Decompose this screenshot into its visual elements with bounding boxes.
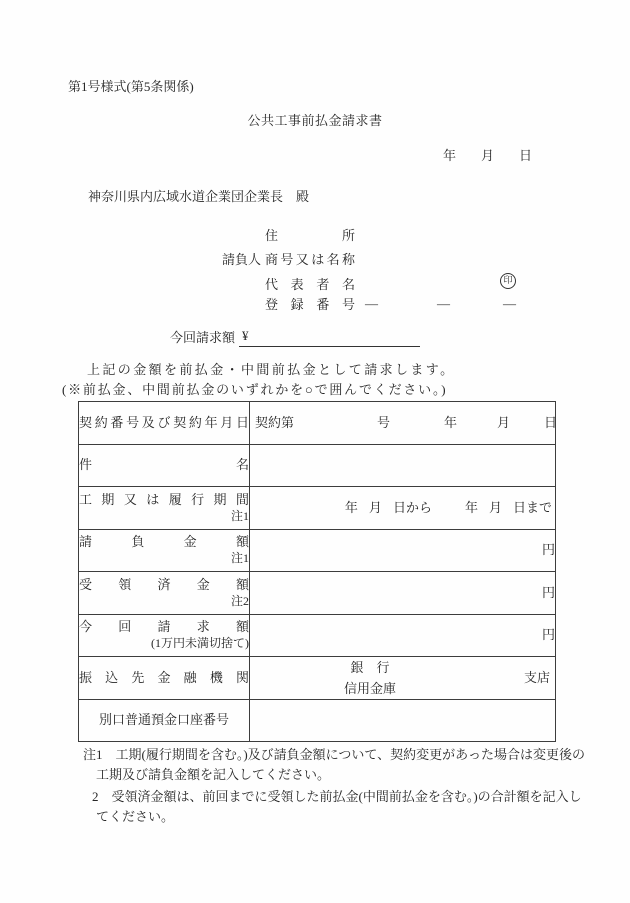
received-amount-note: 注2 [230,593,249,608]
received-amount-label-cell [79,572,250,615]
footnotes [0,745,630,826]
bank-transfer-label: 振込先金融機関 [79,669,249,685]
table-row-construction-period [79,487,556,530]
contract-number-value-cell [250,402,556,445]
branch-label: 支店 [523,669,550,685]
addressee-line [88,189,309,205]
addressee-name: 神奈川県内広域水道企業団企業長 [88,189,284,204]
page-title: 公共工事前払金請求書 [247,113,383,128]
seal-stamp-mark: 印 [500,273,516,289]
project-name-label: 件名 [79,457,249,473]
contract-amount-label: 請負金額 [79,534,249,550]
company-name-label-line [265,252,355,268]
contract-year-label: 年 [444,414,458,430]
bank-type-options [310,657,430,699]
account-number-value-cell [250,699,556,742]
construction-period-label: 工期又は履行期間 [79,491,249,507]
request-amount-label: 今回請求額 [170,330,236,345]
bank-option-label: 銀 行 [350,659,390,675]
construction-period-note: 注1 [230,508,249,523]
received-amount-value-cell [250,572,556,615]
shinkin-option-label: 信用金庫 [343,680,396,696]
current-request-label: 今回請求額 [79,619,249,635]
registration-dash-3: ― [503,296,516,311]
account-number-label: 別口普通預金口座番号 [98,712,229,728]
representative-label-line [265,277,355,293]
construction-period-value-cell [250,487,556,530]
current-request-note: (1万円未満切捨て) [151,636,249,651]
contract-day-label: 日 [544,414,558,430]
contract-number-label-cell [79,402,250,445]
account-number-label-cell [79,699,250,742]
addressee-honorific: 殿 [296,189,310,204]
company-name-label: 商号又は名称 [265,252,355,267]
address-label: 住所 [265,228,355,243]
date-day-label: 日 [519,148,533,163]
note-2-line-2: てください。 [96,808,175,824]
period-from-year-label: 年 [344,499,358,515]
contract-amount-note: 注1 [230,551,249,566]
contract-amount-label-cell [79,529,250,572]
date-year-label: 年 [443,148,457,163]
circle-instruction: (※前払金、中間前払金のいずれかを○で囲んでください。) [62,382,448,397]
current-request-unit: 円 [541,627,555,643]
representative-label: 代表者名 [265,277,355,292]
registration-label-line [265,297,355,313]
period-to-day-label: 日まで [512,499,552,515]
period-range [250,487,555,529]
request-amount-field [239,328,420,347]
project-name-label-cell [79,444,250,487]
bank-transfer-label-cell [79,657,250,700]
table-row-account-number [79,699,556,742]
period-from-day-label: 日から [392,499,432,515]
current-request-value-cell [250,614,556,657]
contract-no-suffix-label: 号 [377,414,391,430]
bank-transfer-value-cell [250,657,556,700]
date-line [443,148,532,164]
period-from-month-label: 月 [368,499,382,515]
construction-period-label-cell [79,487,250,530]
note-1-line-1: 注1 工期(履行期間を含む。)及び請負金額について、契約変更があった場合は変更後の [83,747,586,762]
received-amount-unit: 円 [541,584,555,600]
currency-symbol: ¥ [242,328,249,343]
table-row-current-request-amount [79,614,556,657]
table-row-contract-number [79,402,556,445]
date-month-label: 月 [481,148,495,163]
registration-number-label: 登録番号 [265,297,355,312]
current-request-label-cell [79,614,250,657]
request-detail-table [78,401,556,742]
address-label-line [265,228,355,244]
period-to-year-label: 年 [464,499,478,515]
form-number: 第1号様式(第5条関係) [68,79,194,94]
project-name-value-cell [250,444,556,487]
contract-month-label: 月 [497,414,511,430]
table-row-contract-amount [79,529,556,572]
period-to-month-label: 月 [488,499,502,515]
request-statement: 上記の金額を前払金・中間前払金として請求します。 [87,362,456,377]
contract-number-label: 契約番号及び契約年月日 [79,414,249,430]
table-row-project-name [79,444,556,487]
received-amount-label: 受領済金額 [79,576,249,592]
table-row-bank-transfer [79,657,556,700]
note-2-line-1: 2 受領済金額は、前回までに受領した前払金(中間前払金を含む。)の合計額を記入し [92,789,582,804]
registration-dash-2: ― [437,296,450,311]
registration-dash-1: ― [365,296,378,311]
table-row-received-amount [79,572,556,615]
contractor-label: 請負人 [222,252,262,267]
note-1-line-2: 工期及び請負金額を記入してください。 [96,766,331,782]
contract-prefix-label: 契約第 [255,414,295,430]
contract-amount-unit: 円 [541,542,555,558]
contract-amount-value-cell [250,529,556,572]
